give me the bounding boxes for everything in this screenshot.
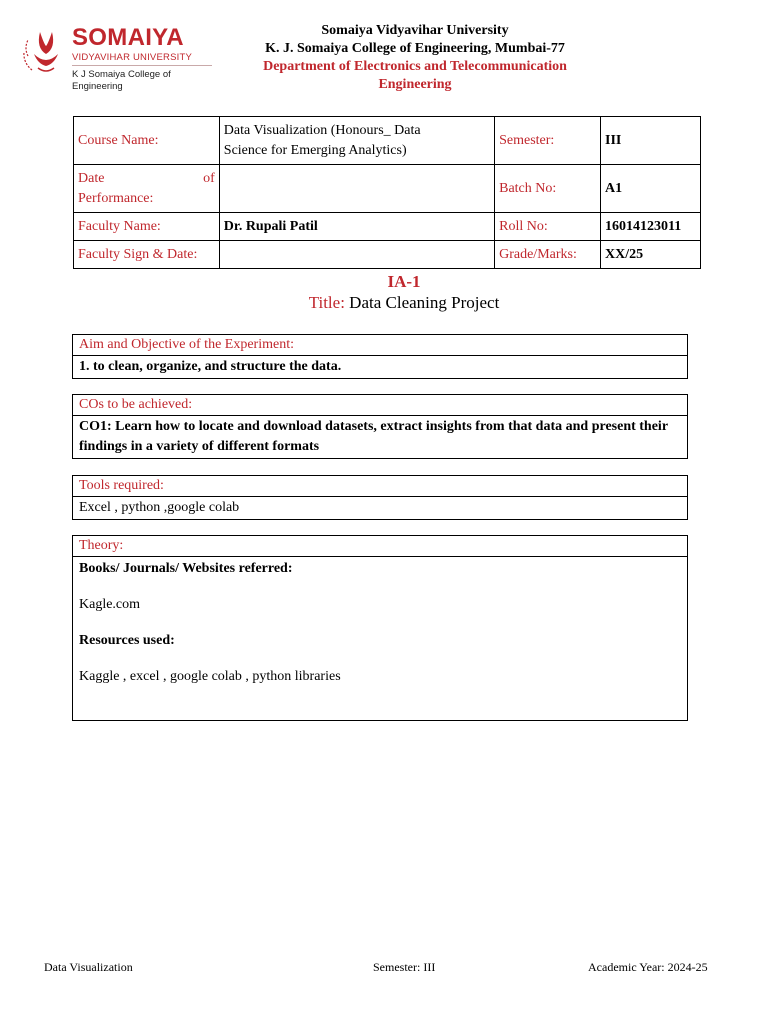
logo-brand: SOMAIYA <box>72 24 184 51</box>
university-logo <box>20 24 220 92</box>
course-value-line2: Science for Emerging Analytics) <box>223 142 407 158</box>
theory-body <box>73 557 687 705</box>
table-row <box>74 241 701 269</box>
resources-value: Kaggle , excel , google colab , python libraries <box>79 669 341 684</box>
college-name: K. J. Somaiya College of Engineering, Mumbai-77 <box>265 41 565 56</box>
books-label: Books/ Journals/ Websites referred: <box>79 561 293 576</box>
semester-value: III <box>601 117 701 165</box>
footer-semester: Semester: III <box>373 960 436 974</box>
date-value <box>219 165 494 213</box>
title-label: Title: <box>308 293 345 312</box>
assessment-label: IA-1 <box>387 272 421 291</box>
faculty-sign-label: Faculty Sign & Date: <box>74 241 220 269</box>
aim-body: 1. to clean, organize, and structure the data. <box>79 359 342 374</box>
resources-label: Resources used: <box>79 633 175 648</box>
logo-university: VIDYAVIHAR UNIVERSITY <box>72 52 192 63</box>
faculty-sign-value <box>219 241 494 269</box>
experiment-title <box>0 293 768 313</box>
batch-label: Batch No: <box>495 165 601 213</box>
cos-heading: COs to be achieved: <box>73 395 687 416</box>
batch-value: A1 <box>601 165 701 213</box>
tools-heading: Tools required: <box>73 476 687 497</box>
department-name-line2: Engineering <box>378 77 452 92</box>
grade-label: Grade/Marks: <box>495 241 601 269</box>
faculty-label: Faculty Name: <box>74 213 220 241</box>
tools-body: Excel , python ,google colab <box>79 500 240 515</box>
tools-section <box>72 475 688 520</box>
department-name-line1: Department of Electronics and Telecommunication <box>263 59 567 74</box>
course-label: Course Name: <box>74 117 220 165</box>
books-value: Kagle.com <box>79 597 141 612</box>
logo-college: K J Somaiya College of Engineering <box>72 69 171 92</box>
logo-divider <box>72 65 212 66</box>
date-label <box>74 165 220 213</box>
course-value <box>219 117 494 165</box>
theory-heading: Theory: <box>73 536 687 557</box>
date-label-word3: Performance: <box>78 190 154 206</box>
title-value: Data Cleaning Project <box>349 293 500 312</box>
theory-section <box>72 535 688 721</box>
cos-body: CO1: Learn how to locate and download datasets, extract insights from that data and present their findings in a variety of different formats <box>79 419 668 454</box>
grade-value: XX/25 <box>601 241 701 269</box>
roll-label: Roll No: <box>495 213 601 241</box>
roll-value: 16014123011 <box>601 213 701 241</box>
university-name: Somaiya Vidyavihar University <box>321 23 509 38</box>
aim-section <box>72 334 688 379</box>
table-row <box>74 165 701 213</box>
aim-heading: Aim and Objective of the Experiment: <box>73 335 687 356</box>
date-label-word2: of <box>203 170 215 186</box>
faculty-value: Dr. Rupali Patil <box>219 213 494 241</box>
footer-academic-year: Academic Year: 2024-25 <box>588 960 708 974</box>
date-label-word1: Date <box>78 170 105 186</box>
cos-section <box>72 394 688 459</box>
footer-course: Data Visualization <box>44 960 133 974</box>
semester-label: Semester: <box>495 117 601 165</box>
table-row <box>74 213 701 241</box>
document-header <box>230 22 600 94</box>
somaiya-seal-icon <box>20 26 70 78</box>
experiment-info-table <box>73 116 701 269</box>
table-row <box>74 117 701 165</box>
course-value-line1: Data Visualization (Honours_ Data <box>223 122 421 138</box>
